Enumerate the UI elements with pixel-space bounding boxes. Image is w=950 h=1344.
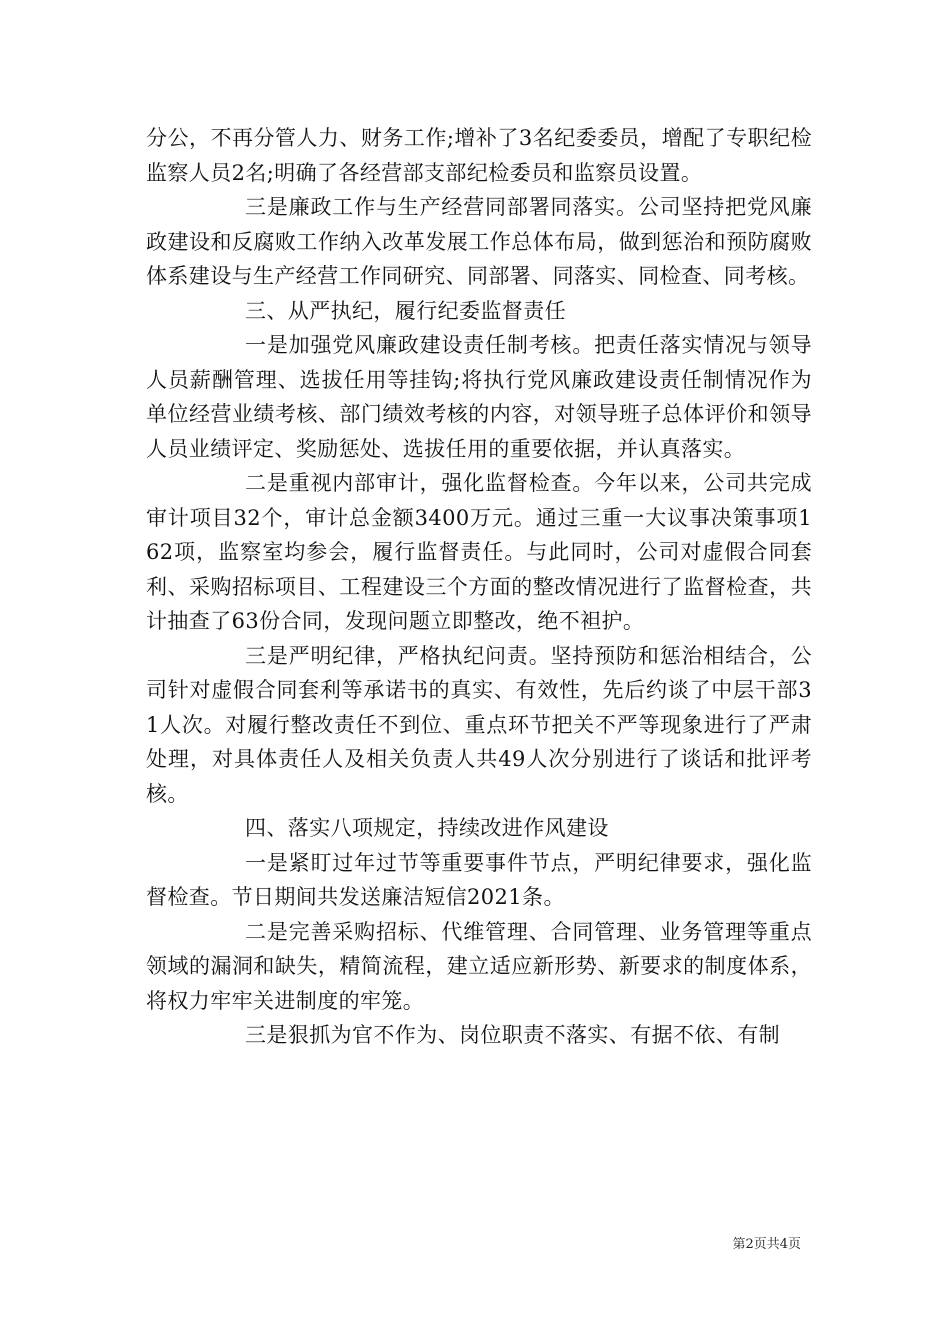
paragraph: 三是狠抓为官不作为、岗位职责不落实、有据不依、有制 [245,1023,780,1047]
paragraph: 二是重视内部审计，强化监督检查。今年以来，公司共完成审计项目32个，审计总金额3400万元。通过三重一大议事决策事项162项，监察室均参会，履行监督责任。与此同时，公司对虚假合同套利、采购招标项目、工程建设三个方面的整改情况进行了监督检查，共计抽查了63份合同，发现问题立即整改，绝不袒护。 [146,471,812,633]
section-heading: 四、落实八项规定，持续改进作风建设 [245,816,609,840]
paragraph: 三是廉政工作与生产经营同部署同落实。公司坚持把党风廉政建设和反腐败工作纳入改革发展工作总体布局，做到惩治和预防腐败体系建设与生产经营工作同研究、同部署、同落实、同检查、同考核。 [146,195,812,288]
paragraph: 一是紧盯过年过节等重要事件节点，严明纪律要求，强化监督检查。节日期间共发送廉洁短信2021条。 [146,850,812,909]
page-number: 第2页共4页 [732,1237,801,1252]
document-body [146,121,812,1053]
paragraph: 三是严明纪律，严格执纪问责。坚持预防和惩治相结合，公司针对虚假合同套利等承诺书的真实、有效性，先后约谈了中层干部31人次。对履行整改责任不到位、重点环节把关不严等现象进行了严肃处理，对具体责任人及相关负责人共49人次分别进行了谈话和批评考核。 [146,643,812,806]
paragraph: 一是加强党风廉政建设责任制考核。把责任落实情况与领导人员薪酬管理、选拔任用等挂钩;将执行党风廉政建设责任制情况作为单位经营业绩考核、部门绩效考核的内容，对领导班子总体评价和领导人员业绩评定、奖励惩处、选拔任用的重要依据，并认真落实。 [146,333,812,461]
paragraph: 分公，不再分管人力、财务工作;增补了3名纪委委员，增配了专职纪检监察人员2名;明确了各经营部支部纪检委员和监察员设置。 [146,126,812,185]
section-heading: 三、从严执纪，履行纪委监督责任 [245,298,566,323]
paragraph: 二是完善采购招标、代维管理、合同管理、业务管理等重点领域的漏洞和缺失，精简流程，建立适应新形势、新要求的制度体系，将权力牢牢关进制度的牢笼。 [146,919,812,1013]
